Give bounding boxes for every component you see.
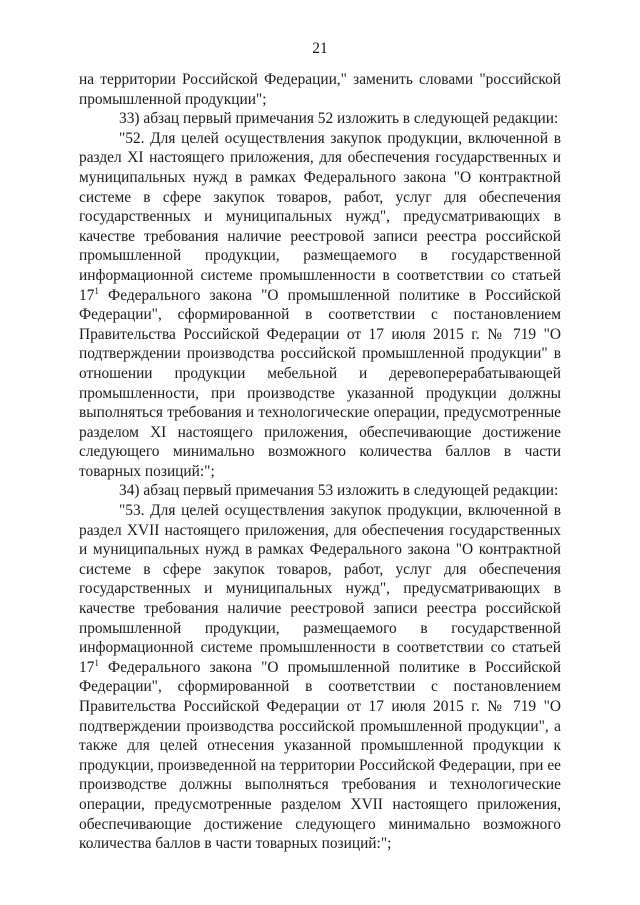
paragraph-item-34: 34) абзац первый примечания 53 изложить в следующей редакции: xyxy=(119,482,559,500)
note-52-text-end: Федерального закона "О промышленной политике в Российской Федерации", сформированной в соответствии с постановлением Правительства Российской Федерации от 17 июля 2015 г. № 719 "О подтверждении производства российской промышленной продукции" в отношении продукции мебельной и деревоперерабатывающей промышленности, при производстве указанной продукции должны выполняться требования и технологические операции, предусмотренные разделом XI настоящего приложения, обеспечивающие достижение следующего минимально возможного количества баллов в части товарных позиций:"; xyxy=(79,286,561,480)
page-number: 21 xyxy=(312,40,328,57)
note-53-text-end: Федерального закона "О промышленной политике в Российской Федерации", сформированной в соответствии с постановлением Правительства Российской Федерации от 17 июля 2015 г. № 719 "О подтверждении производства российской промышленной продукции", а также для целей отнесения указанной промышленной продукции к продукции, произведенной на территории Российской Федерации, при ее производстве должны выполняться требования и технологические операции, предусмотренные разделом XVII настоящего приложения, обеспечивающие достижение следующего минимально возможного количества баллов в части товарных позиций:"; xyxy=(79,658,561,853)
document-body xyxy=(79,70,561,854)
superscript: 1 xyxy=(94,285,99,296)
paragraph-note-52 xyxy=(79,129,561,482)
paragraph-item-33: 33) абзац первый примечания 52 изложить в следующей редакции: xyxy=(119,110,559,128)
superscript: 1 xyxy=(94,657,99,668)
note-52-text-start: "52. Для целей осуществления закупок продукции, включенной в раздел XI настоящего приложения, для обеспечения государственных и муниципальных нужд в рамках Федерального закона "О контрактной системе в сфере закупок товаров, работ, услуг для обеспечения государственных и муниципальных нужд", предусматривающих в качестве требования наличие реестровой записи реестра российской промышленной продукции, размещаемого в государственной информационной системе промышленности в соответствии со статьей 17 xyxy=(79,129,561,304)
note-53-text-start: "53. Для целей осуществления закупок продукции, включенной в раздел XVII настоящего приложения, для обеспечения государственных и муниципальных нужд в рамках Федерального закона "О контрактной системе в сфере закупок товаров, работ, услуг для обеспечения государственных и муниципальных нужд", предусматривающих в качестве требования наличие реестровой записи реестра российской промышленной продукции, размещаемого в государственной информационной системе промышленности в соответствии со статьей 17 xyxy=(79,502,561,676)
paragraph-continuation: на территории Российской Федерации," заменить словами "российской промышленной продукции"; xyxy=(79,71,561,108)
paragraph-note-53 xyxy=(79,501,561,854)
